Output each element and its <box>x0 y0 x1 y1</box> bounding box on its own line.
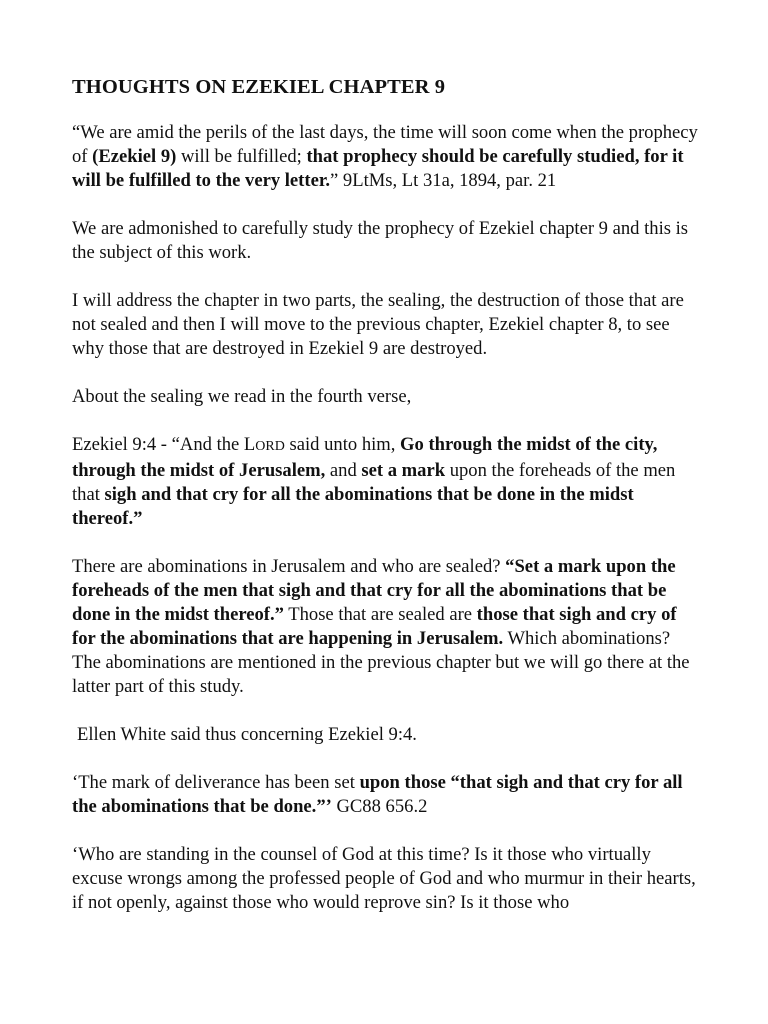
text-run: Those that are sealed are <box>283 604 477 625</box>
bold-run: (Ezekiel 9) <box>92 146 177 167</box>
text-run: will be fulfilled; <box>176 146 307 167</box>
quote-paragraph-8 <box>72 771 700 819</box>
bold-run: sigh and that cry for all the abominations that be done in the midst thereof.” <box>72 484 634 529</box>
paragraph-2: We are admonished to carefully study the prophecy of Ezekiel chapter 9 and this is the subject of this work. <box>72 218 689 263</box>
small-caps-run: ORD <box>255 439 285 454</box>
scripture-paragraph <box>72 433 700 531</box>
paragraph-7: Ellen White said thus concerning Ezekiel 9:4. <box>77 724 417 745</box>
bold-run: that prophecy should be carefully studied, for it will be fulfilled to the very letter. <box>72 146 684 191</box>
citation-text: GC88 656.2 <box>331 796 428 817</box>
document-title: THOUGHTS ON EZEKIEL CHAPTER 9 <box>72 76 446 98</box>
text-run: and <box>325 460 362 481</box>
text-run: There are abominations in Jerusalem and who are sealed? <box>72 556 506 577</box>
paragraph-4: About the sealing we read in the fourth verse, <box>72 386 412 407</box>
text-run: upon the foreheads of the men that <box>72 460 676 505</box>
bold-run: upon those “that sigh and that cry for all the abominations that be done.”’ <box>72 772 683 817</box>
text-run: “We are amid the perils of the last days, the time will soon come when the prophecy of <box>72 122 698 167</box>
quote-paragraph-1 <box>72 121 700 193</box>
bold-run: “Set a mark upon the foreheads of the men that sigh and that cry for all the abominations that be done in the midst thereof.” <box>72 556 676 625</box>
text-run: Ezekiel 9:4 - “And the L <box>72 434 256 455</box>
bold-run: those that sigh and cry of for the abominations that are happening in Jerusalem. <box>72 604 677 649</box>
document-page <box>72 73 700 939</box>
text-run: ‘The mark of deliverance has been set <box>72 772 360 793</box>
bold-run: set a mark <box>361 460 446 481</box>
quote-paragraph-9: ‘Who are standing in the counsel of God at this time? Is it those who virtually excuse wrongs among the professed people of God and who murmur in their hearts, if not openly, against those who would reprove sin? Is it those who <box>72 844 696 913</box>
paragraph-6 <box>72 555 700 699</box>
text-run: said unto him, <box>284 434 401 455</box>
paragraph-3: I will address the chapter in two parts, the sealing, the destruction of those that are not sealed and then I will move to the previous chapter, Ezekiel chapter 8, to see why those that are destroyed in Ezekiel 9 are destroyed. <box>72 290 684 359</box>
citation-text: ” 9LtMs, Lt 31a, 1894, par. 21 <box>330 170 557 191</box>
text-run: Which abominations? The abominations are mentioned in the previous chapter but we will go there at the latter part of this study. <box>72 628 690 697</box>
bold-run: Go through the midst of the city, through the midst of Jerusalem, <box>72 434 658 481</box>
